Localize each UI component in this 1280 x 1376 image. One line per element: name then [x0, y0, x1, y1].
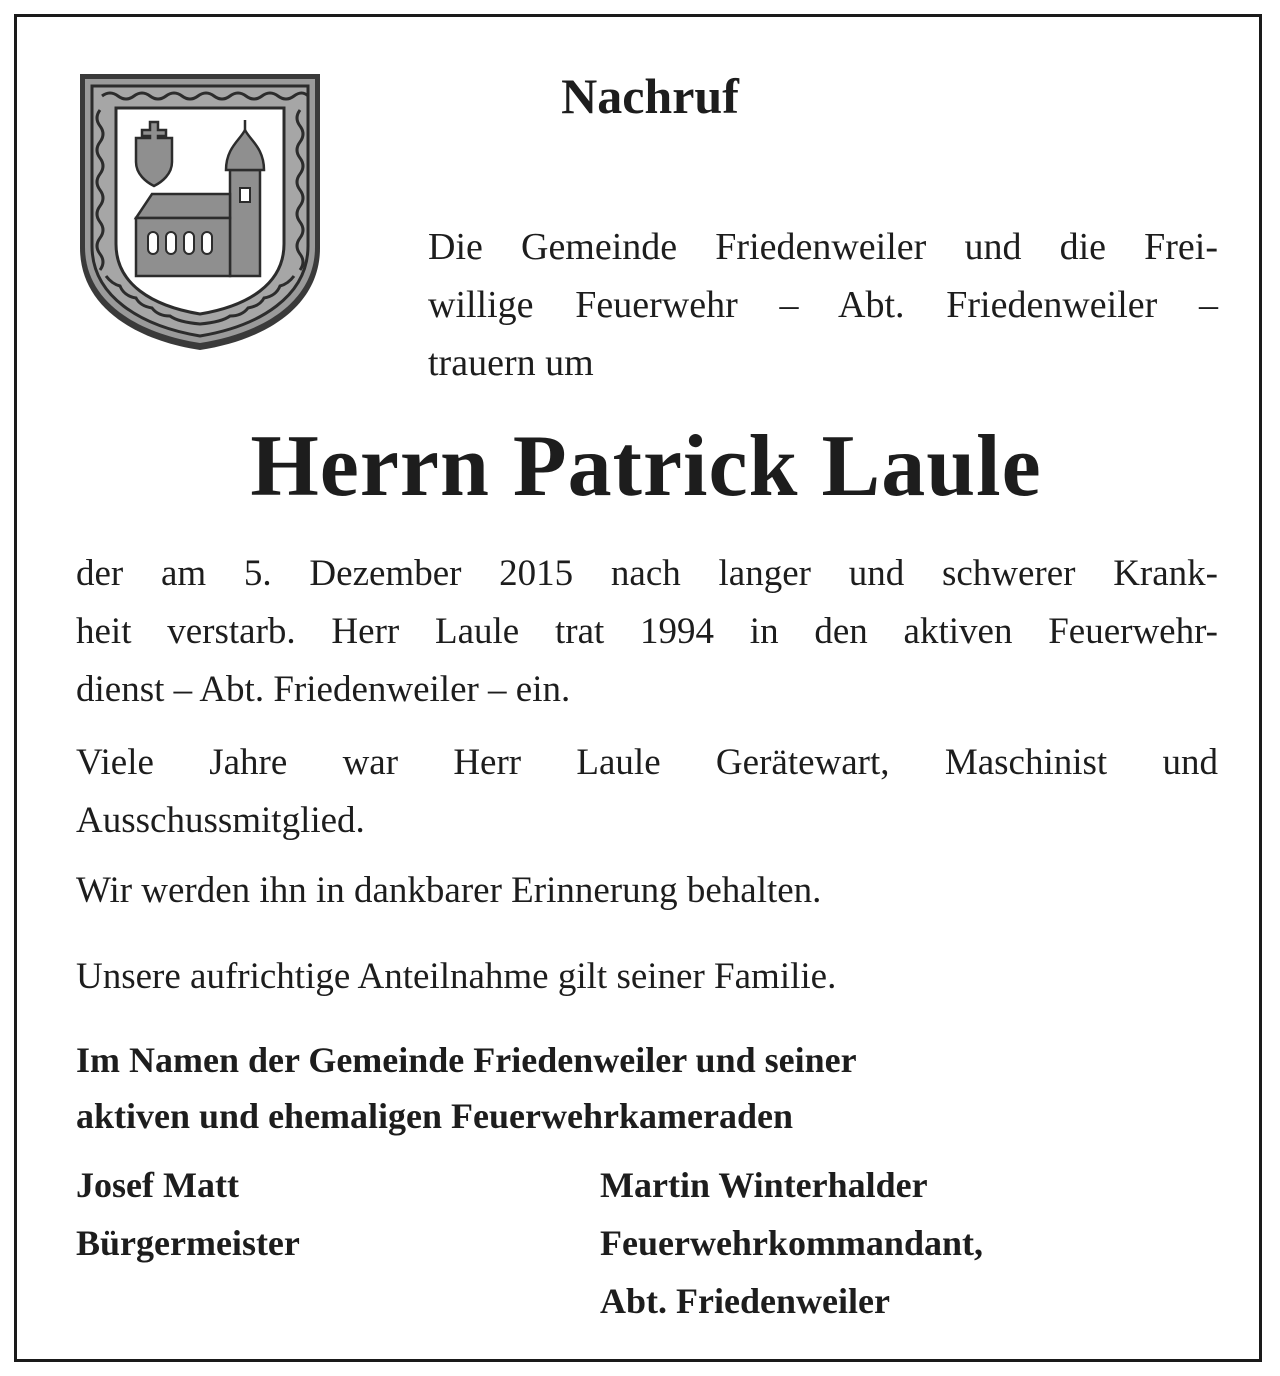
paragraph-line: dienst – Abt. Friedenweiler – ein. — [76, 669, 571, 710]
signatory-title: Feuerwehrkommandant, — [600, 1223, 983, 1263]
intro-text — [428, 218, 1218, 392]
service-paragraph — [76, 734, 1218, 850]
intro-line: willige Feuerwehr – Abt. Friedenweiler – — [428, 284, 1218, 326]
paragraph-line: Ausschussmitglied. — [76, 800, 365, 841]
paragraph-line: heit verstarb. Herr Laule trat 1994 in den aktiven Feuerwehr- — [76, 611, 1218, 652]
coat-of-arms-icon — [76, 70, 324, 354]
death-paragraph — [76, 545, 1218, 719]
closing-line: aktiven und ehemaligen Feuerwehrkameraden — [76, 1096, 793, 1136]
signatory-mayor — [76, 1156, 300, 1272]
deceased-name: Herrn Patrick Laule — [250, 418, 1042, 515]
signatory-fire-commander — [600, 1156, 983, 1330]
closing-line: Im Namen der Gemeinde Friedenweiler und seiner — [76, 1040, 857, 1080]
intro-line: Die Gemeinde Friedenweiler und die Frei- — [428, 226, 1218, 268]
signatory-unit: Abt. Friedenweiler — [600, 1281, 890, 1321]
signatory-title: Bürgermeister — [76, 1223, 300, 1263]
signatory-name: Martin Winterhalder — [600, 1165, 928, 1205]
signatory-name: Josef Matt — [76, 1165, 239, 1205]
paragraph-line: Viele Jahre war Herr Laule Gerätewart, Maschinist und — [76, 742, 1218, 783]
condolence-paragraph: Unsere aufrichtige Anteilnahme gilt seiner Familie. — [76, 956, 837, 997]
closing-statement — [76, 1032, 1218, 1144]
remembrance-paragraph: Wir werden ihn in dankbarer Erinnerung behalten. — [76, 870, 822, 911]
notice-heading: Nachruf — [561, 68, 739, 124]
paragraph-line: der am 5. Dezember 2015 nach langer und schwerer Krank- — [76, 553, 1218, 594]
intro-line: trauern um — [428, 342, 594, 384]
